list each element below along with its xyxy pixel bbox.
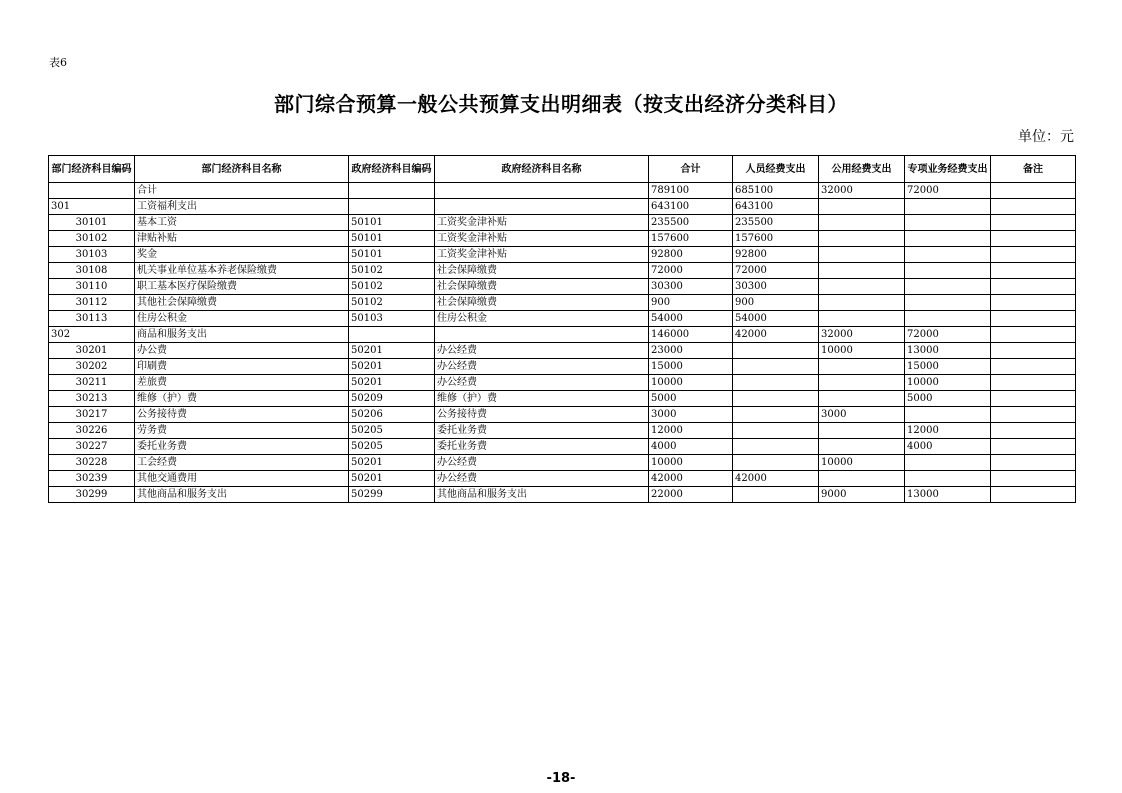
note-cell: [991, 439, 1076, 455]
public-cell: 32000: [819, 327, 905, 343]
note-cell: [991, 423, 1076, 439]
gov-name-cell: 工资奖金津补贴: [435, 247, 649, 263]
special-cell: 10000: [905, 375, 991, 391]
total-cell: 22000: [649, 487, 733, 503]
gov-code-cell: 50101: [349, 215, 435, 231]
special-cell: [905, 215, 991, 231]
gov-name-cell: 住房公积金: [435, 311, 649, 327]
dept-code-cell: 30227: [49, 439, 135, 455]
table-row: [49, 487, 1076, 503]
table-row: [49, 423, 1076, 439]
total-cell: 54000: [649, 311, 733, 327]
total-cell: 72000: [649, 263, 733, 279]
table-row: [49, 407, 1076, 423]
dept-name-cell: 机关事业单位基本养老保险缴费: [135, 263, 349, 279]
dept-code-cell: 30108: [49, 263, 135, 279]
special-cell: 5000: [905, 391, 991, 407]
dept-name-cell: 维修（护）费: [135, 391, 349, 407]
column-header: 合计: [649, 156, 733, 183]
public-cell: [819, 391, 905, 407]
gov-code-cell: 50201: [349, 375, 435, 391]
table-row: [49, 439, 1076, 455]
table-row: [49, 231, 1076, 247]
column-header: 政府经济科目编码: [349, 156, 435, 183]
column-header: 部门经济科目名称: [135, 156, 349, 183]
gov-name-cell: 其他商品和服务支出: [435, 487, 649, 503]
special-cell: [905, 295, 991, 311]
special-cell: 72000: [905, 183, 991, 199]
public-cell: [819, 215, 905, 231]
note-cell: [991, 231, 1076, 247]
personnel-cell: 643100: [733, 199, 819, 215]
gov-code-cell: 50101: [349, 247, 435, 263]
dept-name-cell: 奖金: [135, 247, 349, 263]
gov-code-cell: 50103: [349, 311, 435, 327]
special-cell: [905, 247, 991, 263]
dept-code-cell: 30226: [49, 423, 135, 439]
public-cell: [819, 279, 905, 295]
note-cell: [991, 183, 1076, 199]
gov-code-cell: 50201: [349, 359, 435, 375]
table-row: [49, 263, 1076, 279]
public-cell: 3000: [819, 407, 905, 423]
personnel-cell: [733, 359, 819, 375]
unit-label: 单位：元: [1018, 129, 1074, 145]
table-header-row: [49, 156, 1076, 183]
gov-code-cell: 50201: [349, 343, 435, 359]
total-cell: 789100: [649, 183, 733, 199]
personnel-cell: [733, 423, 819, 439]
gov-name-cell: [435, 183, 649, 199]
table-row: [49, 455, 1076, 471]
dept-code-cell: 30103: [49, 247, 135, 263]
table-row: [49, 183, 1076, 199]
gov-name-cell: 工资奖金津补贴: [435, 215, 649, 231]
page-title: 部门综合预算一般公共预算支出明细表（按支出经济分类科目）: [274, 92, 848, 116]
gov-code-cell: [349, 183, 435, 199]
total-cell: 900: [649, 295, 733, 311]
table-body: [49, 183, 1076, 503]
dept-code-cell: 301: [49, 199, 135, 215]
page-number: -18-: [546, 771, 576, 786]
dept-code-cell: 30110: [49, 279, 135, 295]
dept-name-cell: 合计: [135, 183, 349, 199]
dept-code-cell: 30102: [49, 231, 135, 247]
note-cell: [991, 327, 1076, 343]
table-row: [49, 199, 1076, 215]
personnel-cell: 92800: [733, 247, 819, 263]
note-cell: [991, 487, 1076, 503]
total-cell: 23000: [649, 343, 733, 359]
dept-code-cell: 30299: [49, 487, 135, 503]
note-cell: [991, 247, 1076, 263]
public-cell: 10000: [819, 343, 905, 359]
table-label: 表6: [49, 56, 67, 69]
special-cell: [905, 279, 991, 295]
total-cell: 235500: [649, 215, 733, 231]
gov-name-cell: 维修（护）费: [435, 391, 649, 407]
column-header: 政府经济科目名称: [435, 156, 649, 183]
gov-code-cell: 50102: [349, 263, 435, 279]
dept-code-cell: [49, 183, 135, 199]
table-row: [49, 391, 1076, 407]
dept-name-cell: 商品和服务支出: [135, 327, 349, 343]
dept-code-cell: 30202: [49, 359, 135, 375]
total-cell: 12000: [649, 423, 733, 439]
public-cell: [819, 375, 905, 391]
dept-name-cell: 公务接待费: [135, 407, 349, 423]
public-cell: [819, 199, 905, 215]
personnel-cell: [733, 391, 819, 407]
column-header: 专项业务经费支出: [905, 156, 991, 183]
personnel-cell: 685100: [733, 183, 819, 199]
public-cell: [819, 439, 905, 455]
gov-code-cell: 50299: [349, 487, 435, 503]
dept-code-cell: 30239: [49, 471, 135, 487]
special-cell: [905, 471, 991, 487]
dept-name-cell: 津贴补贴: [135, 231, 349, 247]
special-cell: [905, 263, 991, 279]
dept-name-cell: 基本工资: [135, 215, 349, 231]
total-cell: 643100: [649, 199, 733, 215]
note-cell: [991, 407, 1076, 423]
total-cell: 30300: [649, 279, 733, 295]
personnel-cell: 900: [733, 295, 819, 311]
special-cell: [905, 199, 991, 215]
gov-code-cell: 50205: [349, 439, 435, 455]
table-row: [49, 471, 1076, 487]
note-cell: [991, 455, 1076, 471]
public-cell: [819, 295, 905, 311]
dept-code-cell: 30211: [49, 375, 135, 391]
gov-code-cell: [349, 327, 435, 343]
dept-name-cell: 其他社会保障缴费: [135, 295, 349, 311]
special-cell: 72000: [905, 327, 991, 343]
gov-code-cell: 50201: [349, 471, 435, 487]
column-header: 备注: [991, 156, 1076, 183]
table-row: [49, 311, 1076, 327]
dept-code-cell: 30201: [49, 343, 135, 359]
dept-code-cell: 30228: [49, 455, 135, 471]
note-cell: [991, 391, 1076, 407]
public-cell: [819, 247, 905, 263]
personnel-cell: 42000: [733, 327, 819, 343]
column-header: 部门经济科目编码: [49, 156, 135, 183]
personnel-cell: 235500: [733, 215, 819, 231]
gov-code-cell: 50101: [349, 231, 435, 247]
personnel-cell: 72000: [733, 263, 819, 279]
dept-code-cell: 30217: [49, 407, 135, 423]
dept-code-cell: 30113: [49, 311, 135, 327]
gov-code-cell: 50209: [349, 391, 435, 407]
total-cell: 5000: [649, 391, 733, 407]
note-cell: [991, 199, 1076, 215]
total-cell: 4000: [649, 439, 733, 455]
personnel-cell: 157600: [733, 231, 819, 247]
gov-name-cell: 委托业务费: [435, 439, 649, 455]
special-cell: 13000: [905, 343, 991, 359]
dept-name-cell: 劳务费: [135, 423, 349, 439]
dept-name-cell: 差旅费: [135, 375, 349, 391]
note-cell: [991, 295, 1076, 311]
note-cell: [991, 215, 1076, 231]
public-cell: [819, 231, 905, 247]
total-cell: 146000: [649, 327, 733, 343]
dept-name-cell: 其他商品和服务支出: [135, 487, 349, 503]
special-cell: [905, 311, 991, 327]
personnel-cell: [733, 375, 819, 391]
note-cell: [991, 471, 1076, 487]
note-cell: [991, 359, 1076, 375]
special-cell: [905, 407, 991, 423]
public-cell: [819, 423, 905, 439]
dept-name-cell: 职工基本医疗保险缴费: [135, 279, 349, 295]
public-cell: [819, 263, 905, 279]
dept-name-cell: 办公费: [135, 343, 349, 359]
table-row: [49, 295, 1076, 311]
public-cell: [819, 359, 905, 375]
personnel-cell: 54000: [733, 311, 819, 327]
public-cell: [819, 471, 905, 487]
table-row: [49, 375, 1076, 391]
dept-code-cell: 30101: [49, 215, 135, 231]
personnel-cell: [733, 343, 819, 359]
special-cell: 12000: [905, 423, 991, 439]
public-cell: 9000: [819, 487, 905, 503]
gov-name-cell: 社会保障缴费: [435, 263, 649, 279]
special-cell: 13000: [905, 487, 991, 503]
gov-code-cell: 50206: [349, 407, 435, 423]
dept-code-cell: 302: [49, 327, 135, 343]
table-row: [49, 359, 1076, 375]
personnel-cell: [733, 487, 819, 503]
gov-name-cell: 社会保障缴费: [435, 295, 649, 311]
gov-name-cell: 办公经费: [435, 343, 649, 359]
total-cell: 3000: [649, 407, 733, 423]
special-cell: 4000: [905, 439, 991, 455]
table-row: [49, 327, 1076, 343]
table-row: [49, 279, 1076, 295]
public-cell: 32000: [819, 183, 905, 199]
dept-name-cell: 住房公积金: [135, 311, 349, 327]
note-cell: [991, 263, 1076, 279]
gov-name-cell: 办公经费: [435, 375, 649, 391]
total-cell: 15000: [649, 359, 733, 375]
dept-name-cell: 工资福利支出: [135, 199, 349, 215]
personnel-cell: [733, 439, 819, 455]
personnel-cell: [733, 455, 819, 471]
gov-name-cell: 公务接待费: [435, 407, 649, 423]
gov-name-cell: [435, 327, 649, 343]
column-header: 人员经费支出: [733, 156, 819, 183]
special-cell: 15000: [905, 359, 991, 375]
gov-name-cell: 工资奖金津补贴: [435, 231, 649, 247]
total-cell: 42000: [649, 471, 733, 487]
table-row: [49, 215, 1076, 231]
dept-name-cell: 其他交通费用: [135, 471, 349, 487]
special-cell: [905, 455, 991, 471]
note-cell: [991, 375, 1076, 391]
personnel-cell: [733, 407, 819, 423]
special-cell: [905, 231, 991, 247]
gov-name-cell: [435, 199, 649, 215]
total-cell: 10000: [649, 375, 733, 391]
gov-code-cell: 50205: [349, 423, 435, 439]
gov-name-cell: 社会保障缴费: [435, 279, 649, 295]
gov-code-cell: [349, 199, 435, 215]
gov-name-cell: 委托业务费: [435, 423, 649, 439]
total-cell: 10000: [649, 455, 733, 471]
note-cell: [991, 343, 1076, 359]
table-row: [49, 247, 1076, 263]
gov-name-cell: 办公经费: [435, 471, 649, 487]
table-row: [49, 343, 1076, 359]
public-cell: 10000: [819, 455, 905, 471]
dept-name-cell: 印刷费: [135, 359, 349, 375]
gov-name-cell: 办公经费: [435, 359, 649, 375]
total-cell: 157600: [649, 231, 733, 247]
gov-code-cell: 50102: [349, 295, 435, 311]
public-cell: [819, 311, 905, 327]
gov-name-cell: 办公经费: [435, 455, 649, 471]
dept-code-cell: 30112: [49, 295, 135, 311]
gov-code-cell: 50201: [349, 455, 435, 471]
dept-code-cell: 30213: [49, 391, 135, 407]
note-cell: [991, 279, 1076, 295]
column-header: 公用经费支出: [819, 156, 905, 183]
dept-name-cell: 工会经费: [135, 455, 349, 471]
personnel-cell: 42000: [733, 471, 819, 487]
personnel-cell: 30300: [733, 279, 819, 295]
total-cell: 92800: [649, 247, 733, 263]
budget-table: [48, 155, 1076, 503]
note-cell: [991, 311, 1076, 327]
gov-code-cell: 50102: [349, 279, 435, 295]
dept-name-cell: 委托业务费: [135, 439, 349, 455]
